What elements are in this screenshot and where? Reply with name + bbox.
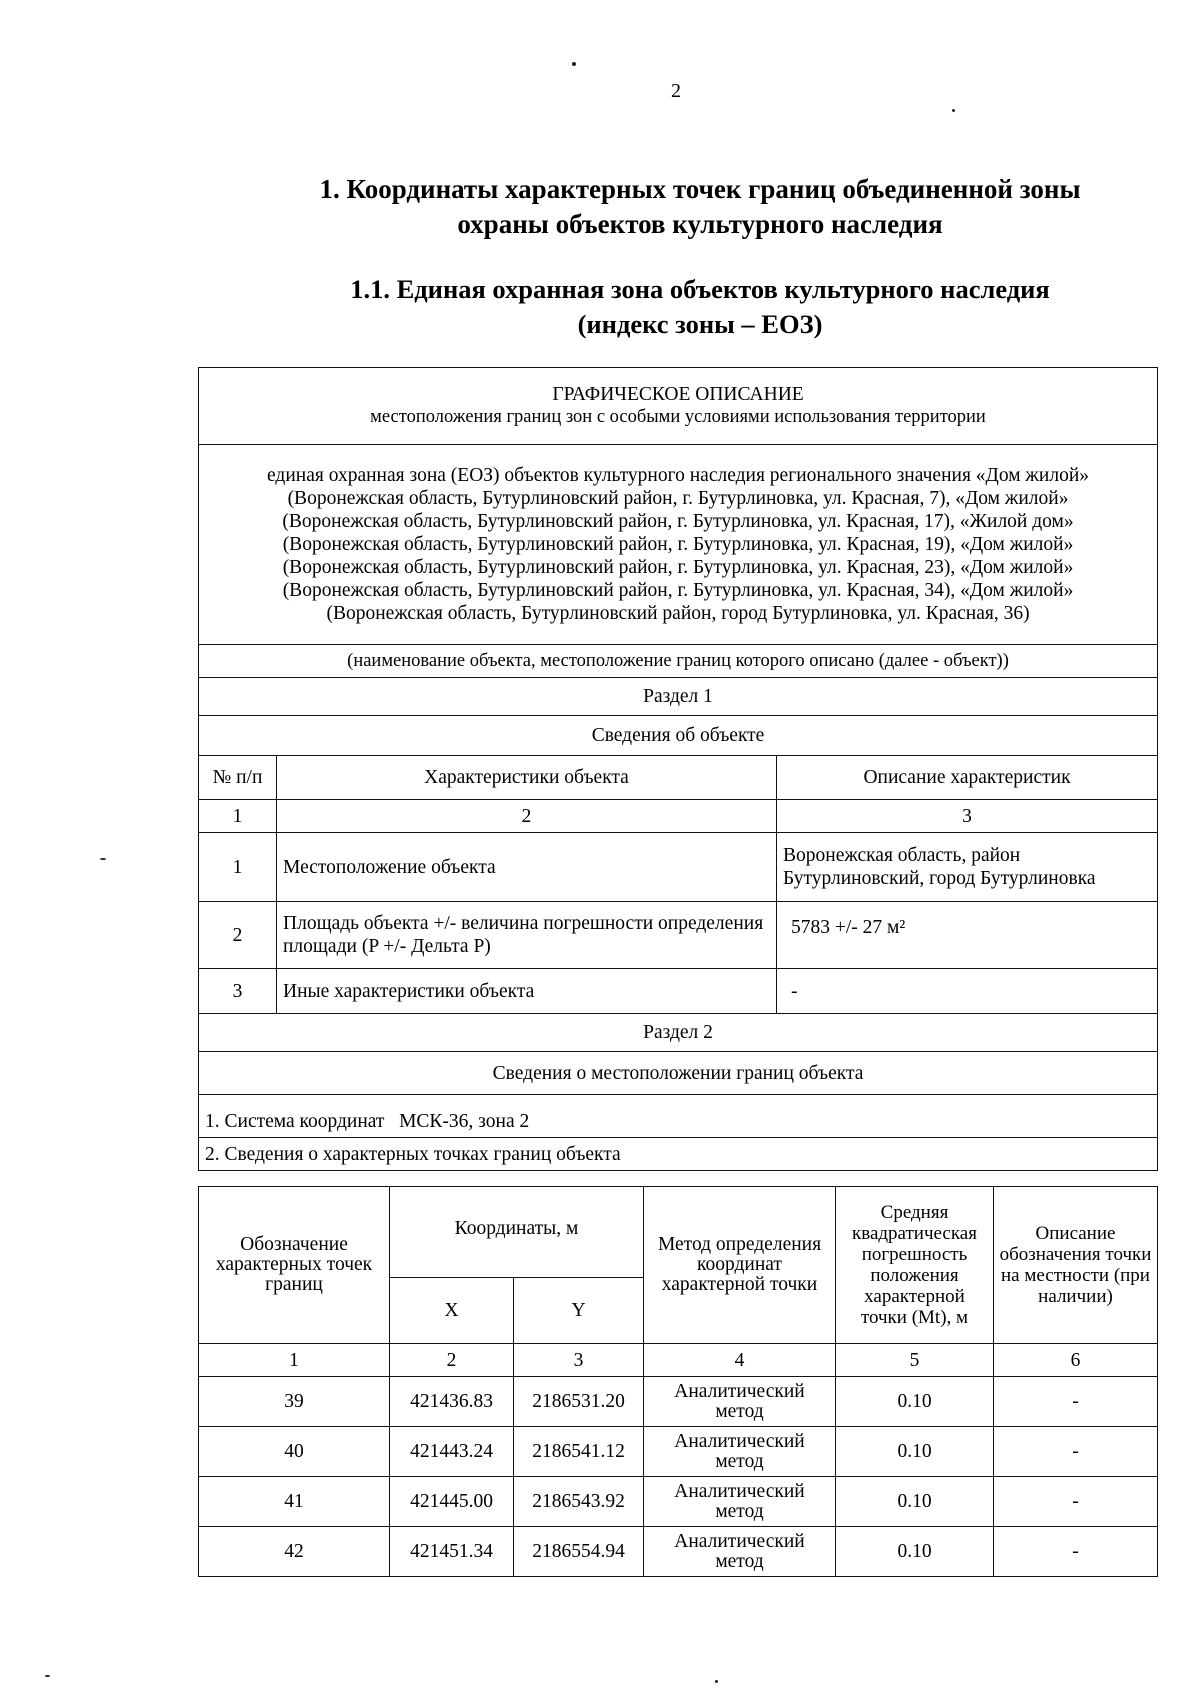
sub-heading-line-2: (индекс зоны – ЕОЗ) bbox=[577, 309, 823, 339]
column-number: 6 bbox=[994, 1344, 1158, 1377]
object-caption: (наименование объекта, местоположение границ которого описано (далее - объект)) bbox=[199, 645, 1158, 678]
point-mt: 0.10 bbox=[836, 1477, 994, 1527]
scan-speck bbox=[45, 1675, 50, 1677]
object-line: (Воронежская область, Бутурлиновский район, г. Бутурлиновка, ул. Красная, 34), «Дом жилой» bbox=[282, 580, 1074, 601]
point-id: 39 bbox=[199, 1377, 390, 1427]
object-line: (Воронежская область, Бутурлиновский район, г. Бутурлиновка, ул. Красная, 23), «Дом жилой» bbox=[282, 557, 1074, 578]
column-number: 1 bbox=[199, 1344, 390, 1377]
point-method: Аналитический метод bbox=[644, 1377, 836, 1427]
form-subtitle: местоположения границ зон с особыми условиями использования территории bbox=[370, 407, 986, 427]
point-x: 421451.34 bbox=[390, 1527, 514, 1577]
point-description: - bbox=[994, 1477, 1158, 1527]
header-y: Y bbox=[514, 1278, 644, 1344]
characteristic-value: 5783 +/- 27 м² bbox=[777, 902, 1158, 969]
object-line: (Воронежская область, Бутурлиновский район, город Бутурлиновка, ул. Красная, 36) bbox=[326, 603, 1030, 624]
column-number: 3 bbox=[777, 800, 1158, 833]
scan-speck bbox=[952, 109, 955, 112]
point-x: 421443.24 bbox=[390, 1427, 514, 1477]
header-description: Описание характеристик bbox=[777, 756, 1158, 800]
point-description: - bbox=[994, 1427, 1158, 1477]
row-number: 1 bbox=[199, 833, 277, 902]
point-y: 2186543.92 bbox=[514, 1477, 644, 1527]
table-row bbox=[199, 1427, 1158, 1477]
object-description-cell bbox=[199, 445, 1158, 645]
point-x: 421445.00 bbox=[390, 1477, 514, 1527]
scan-speck bbox=[572, 62, 576, 66]
point-description: - bbox=[994, 1377, 1158, 1427]
form-header-cell bbox=[199, 368, 1158, 445]
column-number: 1 bbox=[199, 800, 277, 833]
main-heading-line-1: 1. Координаты характерных точек границ объединенной зоны bbox=[319, 174, 1081, 204]
point-method: Аналитический метод bbox=[644, 1527, 836, 1577]
header-number: № п/п bbox=[199, 756, 277, 800]
main-heading-line-2: охраны объектов культурного наследия bbox=[457, 209, 943, 239]
boundary-points-table bbox=[198, 1186, 1158, 1577]
object-line: (Воронежская область, Бутурлиновский район, г. Бутурлиновка, ул. Красная, 7), «Дом жилой» bbox=[287, 488, 1069, 509]
graphic-description-form bbox=[198, 367, 1158, 1171]
header-error: Средняя квадратическая погрешность положения характерной точки (Mt), м bbox=[836, 1187, 994, 1344]
point-id: 40 bbox=[199, 1427, 390, 1477]
table-row bbox=[199, 1527, 1158, 1577]
header-coordinates: Координаты, м bbox=[390, 1187, 644, 1278]
row-number: 3 bbox=[199, 969, 277, 1014]
scan-speck bbox=[715, 1680, 718, 1683]
form-title: ГРАФИЧЕСКОЕ ОПИСАНИЕ bbox=[552, 384, 804, 405]
characteristic-name: Площадь объекта +/- величина погрешности определения площади (P +/- Дельта P) bbox=[277, 902, 777, 969]
main-heading bbox=[250, 172, 1150, 242]
column-number: 4 bbox=[644, 1344, 836, 1377]
point-method: Аналитический метод bbox=[644, 1427, 836, 1477]
point-description: - bbox=[994, 1527, 1158, 1577]
sub-heading-line-1: 1.1. Единая охранная зона объектов культурного наследия bbox=[350, 274, 1050, 304]
header-characteristic: Характеристики объекта bbox=[277, 756, 777, 800]
object-line: (Воронежская область, Бутурлиновский район, г. Бутурлиновка, ул. Красная, 17), «Жилой дом» bbox=[282, 511, 1074, 532]
table-row bbox=[199, 833, 1158, 902]
point-y: 2186531.20 bbox=[514, 1377, 644, 1427]
table-row bbox=[199, 902, 1158, 969]
column-number: 2 bbox=[390, 1344, 514, 1377]
object-line: (Воронежская область, Бутурлиновский район, г. Бутурлиновка, ул. Красная, 19), «Дом жилой» bbox=[282, 534, 1074, 555]
characteristic-name: Иные характеристики объекта bbox=[277, 969, 777, 1014]
point-id: 41 bbox=[199, 1477, 390, 1527]
coordinate-system: 1. Система координат МСК-36, зона 2 bbox=[199, 1095, 1158, 1138]
section-2-title: Раздел 2 bbox=[199, 1014, 1158, 1052]
points-title: 2. Сведения о характерных точках границ объекта bbox=[199, 1138, 1158, 1171]
characteristic-name: Местоположение объекта bbox=[277, 833, 777, 902]
point-mt: 0.10 bbox=[836, 1527, 994, 1577]
characteristic-value: Воронежская область, район Бутурлиновский, город Бутурлиновка bbox=[777, 833, 1158, 902]
scan-speck bbox=[100, 858, 106, 860]
section-1-subtitle: Сведения об объекте bbox=[199, 716, 1158, 756]
column-number: 5 bbox=[836, 1344, 994, 1377]
sub-heading bbox=[250, 272, 1150, 342]
object-line: единая охранная зона (ЕОЗ) объектов культурного наследия регионального значения «Дом жилой» bbox=[267, 465, 1090, 486]
table-row bbox=[199, 1377, 1158, 1427]
table-row bbox=[199, 1477, 1158, 1527]
column-number: 2 bbox=[277, 800, 777, 833]
point-y: 2186541.12 bbox=[514, 1427, 644, 1477]
point-method: Аналитический метод bbox=[644, 1477, 836, 1527]
characteristic-value: - bbox=[777, 969, 1158, 1014]
header-method: Метод определения координат характерной точки bbox=[644, 1187, 836, 1344]
section-2-subtitle: Сведения о местоположении границ объекта bbox=[199, 1052, 1158, 1095]
point-mt: 0.10 bbox=[836, 1427, 994, 1477]
point-mt: 0.10 bbox=[836, 1377, 994, 1427]
table-row bbox=[199, 969, 1158, 1014]
header-x: X bbox=[390, 1278, 514, 1344]
point-id: 42 bbox=[199, 1527, 390, 1577]
header-point-description: Описание обозначения точки на местности (при наличии) bbox=[994, 1187, 1158, 1344]
point-y: 2186554.94 bbox=[514, 1527, 644, 1577]
row-number: 2 bbox=[199, 902, 277, 969]
column-number: 3 bbox=[514, 1344, 644, 1377]
section-1-title: Раздел 1 bbox=[199, 678, 1158, 716]
page-number: 2 bbox=[671, 80, 681, 102]
point-x: 421436.83 bbox=[390, 1377, 514, 1427]
header-designation: Обозначение характерных точек границ bbox=[199, 1187, 390, 1344]
